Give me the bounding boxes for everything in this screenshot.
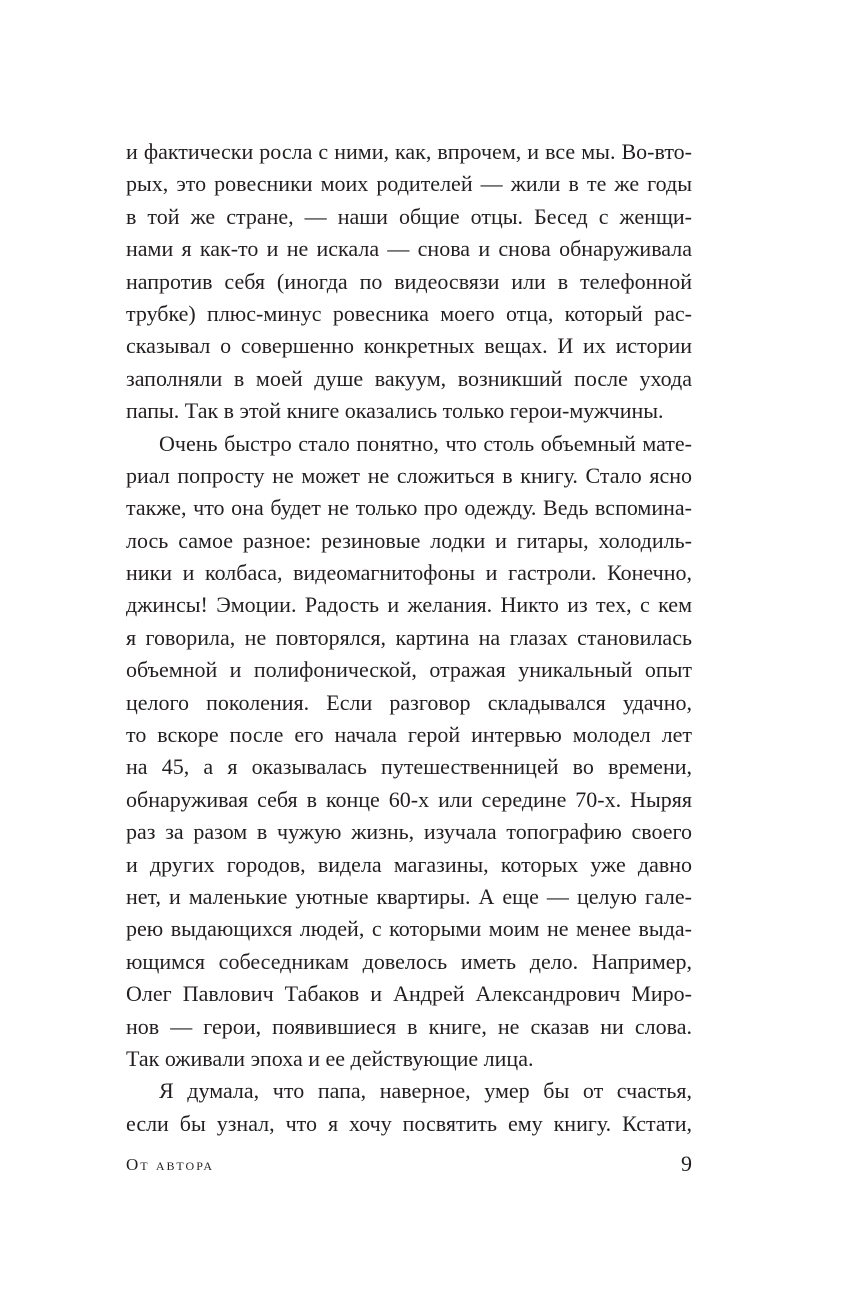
- paragraph-first-line: Я думала, что папа, наверное, умер бы от счастья,: [159, 1078, 692, 1104]
- text-line: трубке) плюс-минус ровесника моего отца, который рас-: [126, 300, 692, 326]
- running-footer-title: От автора: [126, 1155, 215, 1174]
- text-line: риал попросту не может не сложиться в книгу. Стало ясно: [126, 462, 692, 488]
- text-line: ники и колбаса, видеомагнитофоны и гастроли. Конечно,: [126, 560, 692, 586]
- text-line: и фактически росла с ними, как, впрочем, и все мы. Во-вто-: [126, 139, 692, 164]
- text-line: напротив себя (иногда по видеосвязи или в телефонной: [126, 268, 692, 294]
- text-line: Так оживали эпоха и ее действующие лица.: [126, 1045, 534, 1071]
- text-line: лось самое разное: резиновые лодки и гитары, холодиль-: [126, 527, 692, 553]
- text-line: если бы узнал, что я хочу посвятить ему книгу. Кстати,: [126, 1110, 692, 1136]
- text-line: нет, и маленькие уютные квартиры. А еще — целую гале-: [126, 883, 692, 909]
- text-line: ющимся собеседникам довелось иметь дело. Например,: [126, 948, 692, 974]
- text-line: то вскоре после его начала герой интервью молодел лет: [126, 722, 692, 748]
- text-line: также, что она будет не только про одежду. Ведь вспомина-: [126, 495, 692, 521]
- text-line: джинсы! Эмоции. Радость и желания. Никто из тех, с кем: [126, 592, 692, 618]
- text-line: обнаруживая себя в конце 60-х или середине 70-х. Ныряя: [126, 786, 692, 812]
- text-line: рых, это ровесники моих родителей — жили в те же годы: [126, 171, 692, 197]
- text-line: раз за разом в чужую жизнь, изучала топографию своего: [126, 819, 692, 845]
- text-line: и других городов, видела магазины, которых уже давно: [126, 851, 692, 877]
- text-line: папы. Так в этой книге оказались только герои-мужчины.: [126, 398, 664, 424]
- text-line: на 45, а я оказывалась путешественницей во времени,: [126, 754, 692, 780]
- text-line: нами я как-то и не искала — снова и снова обнаруживала: [126, 236, 692, 262]
- text-line: я говорила, не повторялся, картина на глазах становилась: [126, 624, 692, 650]
- text-line: нов — герои, появившиеся в книге, не сказав ни слова.: [126, 1013, 692, 1039]
- text-line: заполняли в моей душе вакуум, возникший после ухода: [126, 365, 692, 391]
- text-line: сказывал о совершенно конкретных вещах. И их истории: [126, 333, 692, 359]
- page-number: 9: [681, 1151, 692, 1176]
- text-line: целого поколения. Если разговор складывался удачно,: [126, 689, 692, 715]
- text-line: Олег Павлович Табаков и Андрей Александрович Миро-: [126, 981, 692, 1007]
- text-line: объемной и полифонической, отражая уникальный опыт: [126, 657, 692, 683]
- paragraph-first-line: Очень быстро стало понятно, что столь объемный мате-: [159, 430, 692, 456]
- text-line: в той же стране, — наши общие отцы. Бесед с женщи-: [126, 203, 692, 229]
- text-line: рею выдающихся людей, с которыми моим не менее выда-: [126, 916, 692, 942]
- body-text: [126, 136, 692, 1140]
